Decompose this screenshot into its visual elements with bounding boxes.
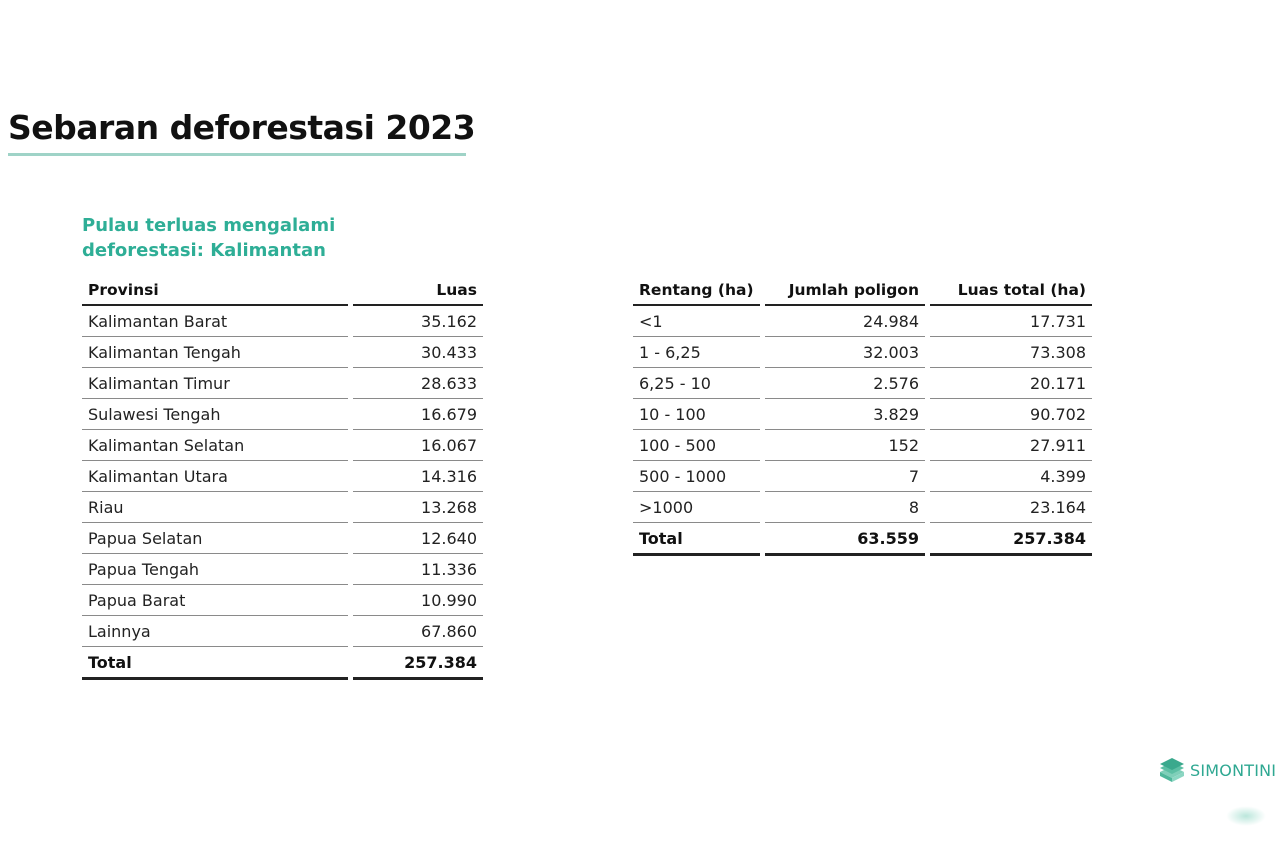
table-cell: 28.633: [353, 368, 483, 399]
total-value: 257.384: [930, 523, 1092, 556]
corner-decoration: [1226, 806, 1266, 826]
table-header-row: [633, 276, 1092, 306]
table-cell: 1 - 6,25: [633, 337, 760, 368]
table-cell: Kalimantan Timur: [82, 368, 348, 399]
total-value: 257.384: [353, 647, 483, 680]
table-row: [633, 368, 1092, 399]
table-row: [82, 368, 483, 399]
table-cell: 10.990: [353, 585, 483, 616]
table-cell: Lainnya: [82, 616, 348, 647]
table-cell: 35.162: [353, 306, 483, 337]
table-cell: Papua Tengah: [82, 554, 348, 585]
table-cell: 30.433: [353, 337, 483, 368]
table-cell: 32.003: [765, 337, 925, 368]
column-header-jumlah-poligon: Jumlah poligon: [765, 276, 925, 306]
table-cell: 11.336: [353, 554, 483, 585]
table-cell: 8: [765, 492, 925, 523]
table-row: [633, 492, 1092, 523]
logo-text: SIMONTINI: [1190, 760, 1277, 780]
table-cell: 90.702: [930, 399, 1092, 430]
table-cell: Kalimantan Utara: [82, 461, 348, 492]
table-cell: Papua Barat: [82, 585, 348, 616]
table-cell: Papua Selatan: [82, 523, 348, 554]
table-row: [82, 585, 483, 616]
table-cell: 16.679: [353, 399, 483, 430]
table-cell: 2.576: [765, 368, 925, 399]
table-cell: 23.164: [930, 492, 1092, 523]
table-cell: 20.171: [930, 368, 1092, 399]
total-row: [633, 523, 1092, 556]
subtitle: Pulau terluas mengalami deforestasi: Kalimantan: [82, 215, 336, 261]
table-cell: 73.308: [930, 337, 1092, 368]
table-cell: 24.984: [765, 306, 925, 337]
table-row: [633, 399, 1092, 430]
table-cell: Sulawesi Tengah: [82, 399, 348, 430]
table-cell: 14.316: [353, 461, 483, 492]
table-row: [82, 523, 483, 554]
column-header-provinsi: Provinsi: [82, 276, 348, 306]
table-cell: 12.640: [353, 523, 483, 554]
table-header-row: [82, 276, 483, 306]
column-header-rentang: Rentang (ha): [633, 276, 760, 306]
table-row: [633, 430, 1092, 461]
table-cell: 27.911: [930, 430, 1092, 461]
table-cell: >1000: [633, 492, 760, 523]
province-table: [77, 276, 488, 680]
table-cell: 152: [765, 430, 925, 461]
range-table: [628, 276, 1097, 556]
column-header-luas: Luas: [353, 276, 483, 306]
table-cell: <1: [633, 306, 760, 337]
table-cell: Riau: [82, 492, 348, 523]
table-cell: 500 - 1000: [633, 461, 760, 492]
table-cell: 10 - 100: [633, 399, 760, 430]
table-cell: 4.399: [930, 461, 1092, 492]
table-cell: Kalimantan Barat: [82, 306, 348, 337]
column-header-luas-total: Luas total (ha): [930, 276, 1092, 306]
table-row: [82, 616, 483, 647]
table-row: [633, 337, 1092, 368]
table-row: [82, 554, 483, 585]
total-label: Total: [633, 523, 760, 556]
table-cell: 67.860: [353, 616, 483, 647]
table-row: [82, 492, 483, 523]
total-row: [82, 647, 483, 680]
table-cell: Kalimantan Selatan: [82, 430, 348, 461]
stacked-layers-logo-icon: [1157, 757, 1187, 783]
table-row: [633, 461, 1092, 492]
page-title: Sebaran deforestasi 2023: [8, 108, 476, 147]
table-row: [82, 337, 483, 368]
table-row: [82, 306, 483, 337]
table-cell: 6,25 - 10: [633, 368, 760, 399]
table-cell: 3.829: [765, 399, 925, 430]
table-cell: 16.067: [353, 430, 483, 461]
simontini-logo: [1157, 757, 1276, 783]
table-row: [633, 306, 1092, 337]
table-cell: 7: [765, 461, 925, 492]
table-row: [82, 399, 483, 430]
table-row: [82, 430, 483, 461]
total-value: 63.559: [765, 523, 925, 556]
table-cell: 13.268: [353, 492, 483, 523]
table-cell: 100 - 500: [633, 430, 760, 461]
table-cell: Kalimantan Tengah: [82, 337, 348, 368]
total-label: Total: [82, 647, 348, 680]
table-cell: 17.731: [930, 306, 1092, 337]
table-row: [82, 461, 483, 492]
title-underline: [8, 153, 466, 156]
